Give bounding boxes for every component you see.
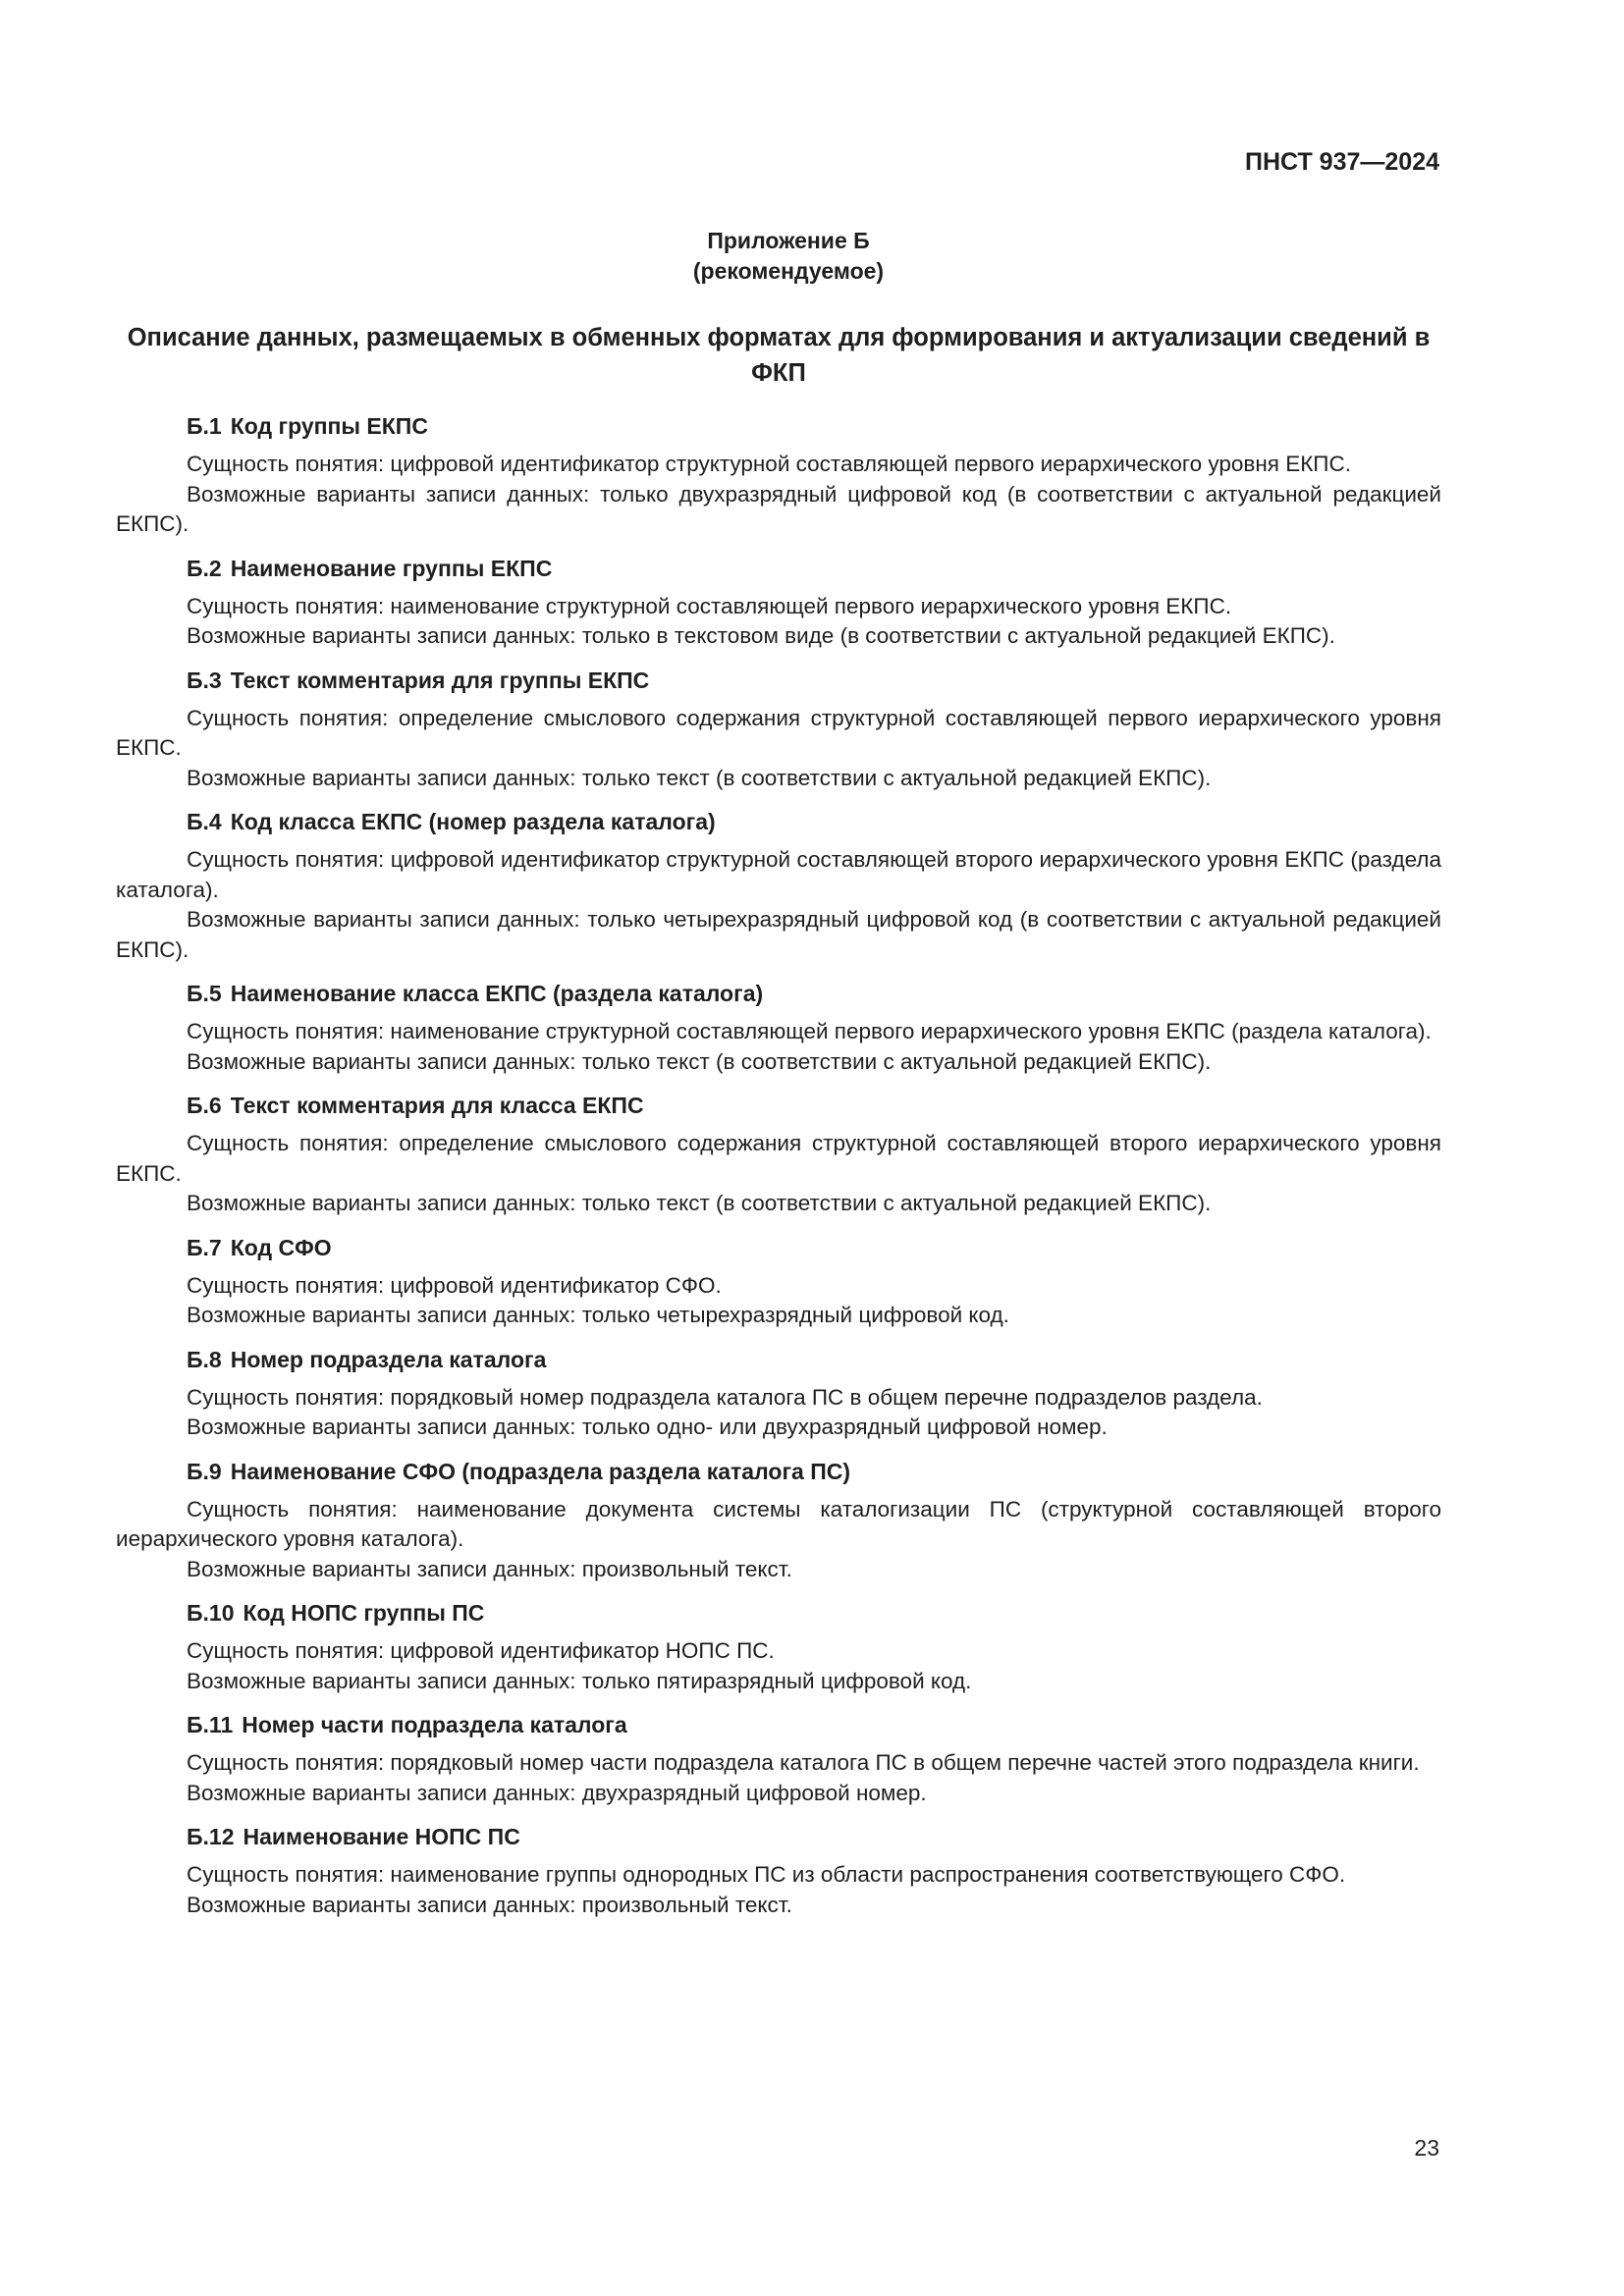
definition-paragraph: Сущность понятия: определение смыслового содержания структурной составляющей первого иерархического уровня ЕКПС. <box>116 705 1441 760</box>
format-paragraph: Возможные варианты записи данных: только одно- или двухразрядный цифровой номер. <box>187 1415 1108 1439</box>
format-paragraph: Возможные варианты записи данных: произвольный текст. <box>187 1892 792 1917</box>
section-title-text: Текст комментария для группы ЕКПС <box>230 667 650 693</box>
section-3 <box>116 666 1441 794</box>
section-number: Б.12 <box>187 1824 235 1849</box>
section-title-text: Наименование СФО (подраздела раздела каталога ПС) <box>230 1458 851 1484</box>
section-title-text: Номер части подраздела каталога <box>242 1712 627 1737</box>
annex-status: (рекомендуемое) <box>692 258 885 284</box>
section-title-text: Код СФО <box>230 1234 332 1260</box>
section-number: Б.4 <box>187 809 222 834</box>
section-number: Б.7 <box>187 1234 222 1260</box>
definition-paragraph: Сущность понятия: цифровой идентификатор НОПС ПС. <box>187 1638 775 1663</box>
format-paragraph: Возможные варианты записи данных: только в текстовом виде (в соответствии с актуальной редакцией ЕКПС). <box>187 623 1335 648</box>
section-10 <box>116 1598 1441 1696</box>
format-paragraph: Возможные варианты записи данных: только пятиразрядный цифровой код. <box>187 1668 972 1693</box>
section-number: Б.11 <box>187 1712 234 1737</box>
section-title-text: Код группы ЕКПС <box>230 413 428 439</box>
definition-paragraph: Сущность понятия: определение смыслового содержания структурной составляющей второго иерархического уровня ЕКПС. <box>116 1131 1441 1186</box>
doc-number: ПНСТ 937—2024 <box>1245 148 1439 176</box>
section-number: Б.5 <box>187 981 222 1006</box>
section-title <box>116 1457 1441 1486</box>
page-number: 23 <box>1414 2135 1439 2161</box>
definition-paragraph: Сущность понятия: наименование группы однородных ПС из области распространения соответствующего СФО. <box>187 1862 1346 1887</box>
section-8 <box>116 1345 1441 1443</box>
section-number: Б.2 <box>187 555 222 581</box>
section-6 <box>116 1091 1441 1219</box>
section-5 <box>116 979 1441 1077</box>
sections-list <box>116 411 1441 1934</box>
definition-paragraph: Сущность понятия: порядковый номер подраздела каталога ПС в общем перечне подразделов раздела. <box>187 1384 1263 1410</box>
definition-paragraph: Сущность понятия: цифровой идентификатор структурной составляющей первого иерархического уровня ЕКПС. <box>187 452 1351 476</box>
section-title <box>116 666 1441 695</box>
section-title-text: Текст комментария для класса ЕКПС <box>230 1093 644 1118</box>
section-title <box>116 1345 1441 1374</box>
section-number: Б.6 <box>187 1093 222 1118</box>
section-title-text: Номер подраздела каталога <box>230 1346 547 1372</box>
section-title <box>116 1710 1441 1739</box>
section-title-text: Наименование группы ЕКПС <box>230 555 553 581</box>
section-9 <box>116 1457 1441 1585</box>
section-number: Б.8 <box>187 1346 222 1372</box>
section-title <box>116 411 1441 441</box>
section-title-text: Код класса ЕКПС (номер раздела каталога) <box>230 809 716 834</box>
annex-label: Приложение Б <box>707 228 870 253</box>
section-2 <box>116 554 1441 652</box>
section-7 <box>116 1233 1441 1331</box>
document-heading: Описание данных, размещаемых в обменных форматах для формирования и актуализации сведений в ФКП <box>127 324 1431 387</box>
format-paragraph: Возможные варианты записи данных: только четырехразрядный цифровой код. <box>187 1303 1009 1327</box>
section-title-text: Наименование НОПС ПС <box>243 1824 520 1849</box>
definition-paragraph: Сущность понятия: наименование структурной составляющей первого иерархического уровня ЕКПС. <box>187 593 1232 618</box>
section-number: Б.9 <box>187 1458 222 1484</box>
definition-paragraph: Сущность понятия: наименование структурной составляющей первого иерархического уровня ЕКПС (раздела каталога). <box>187 1019 1432 1043</box>
format-paragraph: Возможные варианты записи данных: только текст (в соответствии с актуальной редакцией ЕКПС). <box>187 765 1212 790</box>
section-title <box>116 1598 1441 1628</box>
section-1 <box>116 411 1441 540</box>
section-title <box>116 807 1441 836</box>
section-title <box>116 979 1441 1008</box>
format-paragraph: Возможные варианты записи данных: произвольный текст. <box>187 1556 792 1581</box>
section-4 <box>116 807 1441 965</box>
section-title <box>116 1091 1441 1120</box>
section-11 <box>116 1710 1441 1808</box>
section-12 <box>116 1822 1441 1920</box>
section-title-text: Код НОПС группы ПС <box>243 1600 485 1626</box>
section-title <box>116 554 1441 583</box>
annex-title <box>0 226 1577 287</box>
section-number: Б.10 <box>187 1600 235 1626</box>
section-number: Б.1 <box>187 413 222 439</box>
definition-paragraph: Сущность понятия: порядковый номер части подраздела каталога ПС в общем перечне частей этого подраздела книги. <box>187 1750 1420 1775</box>
definition-paragraph: Сущность понятия: цифровой идентификатор структурной составляющей второго иерархического уровня ЕКПС (раздела каталога). <box>116 847 1441 902</box>
format-paragraph: Возможные варианты записи данных: только текст (в соответствии с актуальной редакцией ЕКПС). <box>187 1048 1212 1074</box>
definition-paragraph: Сущность понятия: цифровой идентификатор СФО. <box>187 1272 722 1298</box>
format-paragraph: Возможные варианты записи данных: двухразрядный цифровой номер. <box>187 1780 927 1805</box>
section-title <box>116 1233 1441 1262</box>
definition-paragraph: Сущность понятия: наименование документа системы каталогизации ПС (структурной составляющей второго иерархического уровня каталога). <box>116 1496 1441 1551</box>
section-title <box>116 1822 1441 1851</box>
format-paragraph: Возможные варианты записи данных: только двухразрядный цифровой код (в соответствии с актуальной редакцией ЕКПС). <box>116 481 1441 536</box>
format-paragraph: Возможные варианты записи данных: только четырехразрядный цифровой код (в соответствии с актуальной редакцией ЕКПС). <box>116 907 1441 962</box>
section-title-text: Наименование класса ЕКПС (раздела каталога) <box>230 981 764 1006</box>
format-paragraph: Возможные варианты записи данных: только текст (в соответствии с актуальной редакцией ЕКПС). <box>187 1191 1212 1215</box>
section-number: Б.3 <box>187 667 222 693</box>
